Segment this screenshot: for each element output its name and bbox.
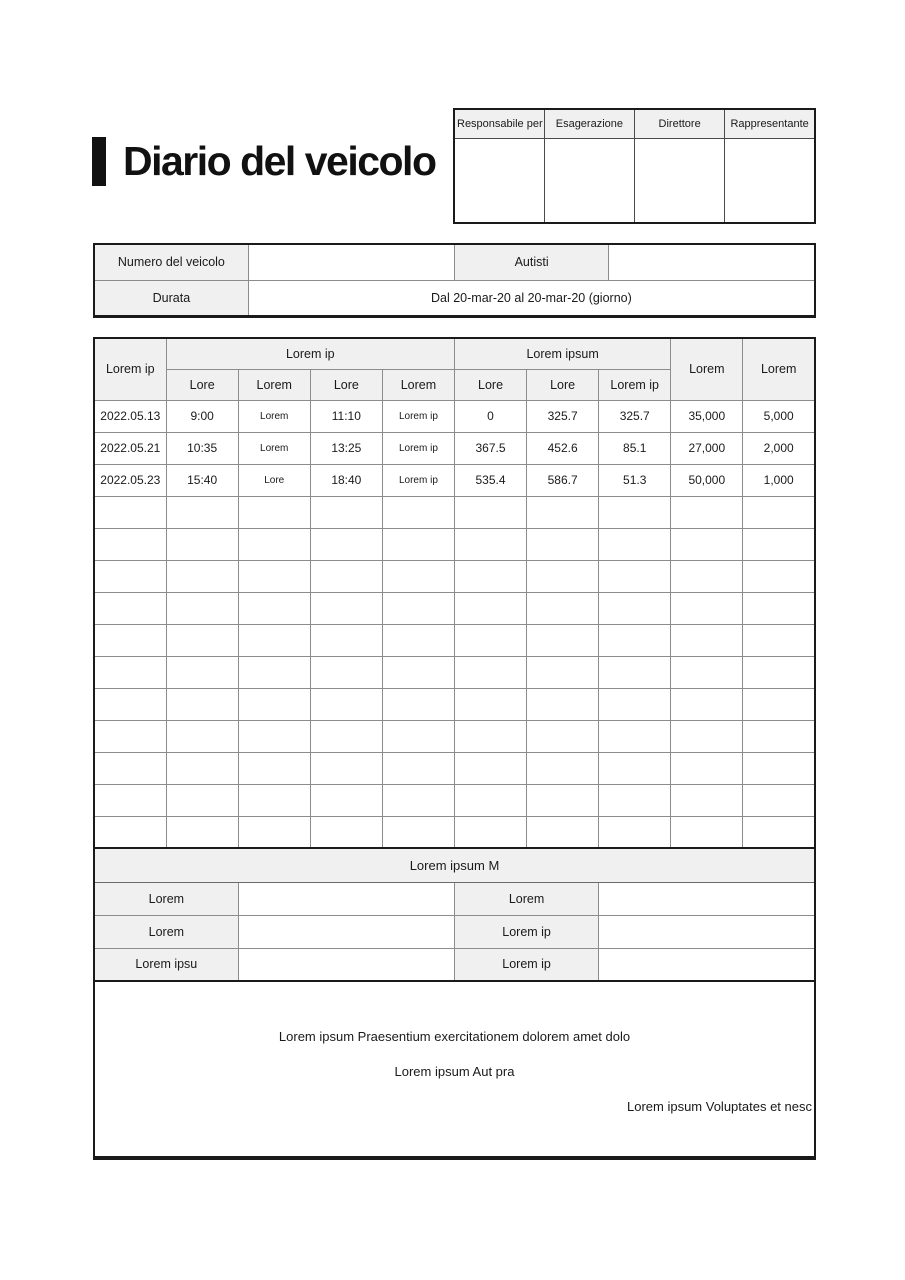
log-empty-cell: [743, 816, 815, 848]
summary-label: Lorem: [94, 915, 238, 948]
log-cell: 5,000: [743, 400, 815, 432]
log-empty-cell: [382, 624, 454, 656]
signature-table: [453, 108, 816, 224]
log-cell: Lore: [238, 464, 310, 496]
log-empty-cell: [238, 816, 310, 848]
log-empty-cell: [166, 784, 238, 816]
log-data-row: [94, 432, 815, 464]
note-line-1: Lorem ipsum Praesentium exercitationem dolorem amet dolo: [278, 1029, 631, 1044]
log-empty-cell: [743, 720, 815, 752]
log-empty-cell: [454, 688, 526, 720]
vehicle-number-label: Numero del veicolo: [94, 244, 248, 280]
log-empty-cell: [671, 784, 743, 816]
log-empty-cell: [527, 656, 599, 688]
log-subheader: Lorem: [382, 369, 454, 400]
log-empty-cell: [527, 624, 599, 656]
log-subheader: Lorem ip: [599, 369, 671, 400]
log-cell-date: 2022.05.23: [94, 464, 166, 496]
log-empty-cell: [599, 656, 671, 688]
log-empty-cell: [382, 560, 454, 592]
log-empty-cell: [382, 720, 454, 752]
title-accent-bar: [92, 137, 106, 186]
log-empty-cell: [310, 624, 382, 656]
log-cell: 0: [454, 400, 526, 432]
log-cell: Lorem ip: [382, 432, 454, 464]
log-empty-cell: [94, 656, 166, 688]
log-cell: 15:40: [166, 464, 238, 496]
log-empty-cell: [743, 624, 815, 656]
log-header-tail-1: Lorem: [671, 338, 743, 400]
log-cell: 586.7: [527, 464, 599, 496]
log-empty-cell: [671, 528, 743, 560]
log-empty-cell: [382, 816, 454, 848]
note-line-3: Lorem ipsum Voluptates et nesc: [627, 1099, 812, 1114]
log-empty-row: [94, 656, 815, 688]
log-empty-cell: [454, 720, 526, 752]
summary-row: [94, 915, 815, 948]
log-empty-cell: [310, 784, 382, 816]
summary-title: Lorem ipsum M: [94, 849, 815, 882]
signature-cell-rappresentante[interactable]: [725, 138, 815, 223]
log-empty-cell: [310, 688, 382, 720]
note-line-2: Lorem ipsum Aut pra: [394, 1064, 515, 1079]
log-empty-cell: [94, 752, 166, 784]
log-empty-cell: [382, 656, 454, 688]
log-cell: 2,000: [743, 432, 815, 464]
log-empty-cell: [310, 752, 382, 784]
info-row-1: [94, 244, 815, 280]
log-cell: 1,000: [743, 464, 815, 496]
log-empty-cell: [454, 592, 526, 624]
log-empty-cell: [454, 528, 526, 560]
log-empty-cell: [94, 624, 166, 656]
log-empty-cell: [599, 592, 671, 624]
log-empty-cell: [743, 592, 815, 624]
log-empty-cell: [599, 752, 671, 784]
sig-header-rappresentante: Rappresentante: [725, 109, 815, 138]
drivers-field[interactable]: [609, 244, 815, 280]
log-empty-cell: [238, 496, 310, 528]
log-empty-cell: [743, 752, 815, 784]
log-cell: 85.1: [599, 432, 671, 464]
summary-value-field[interactable]: [599, 915, 815, 948]
log-cell: 13:25: [310, 432, 382, 464]
summary-value-field[interactable]: [238, 882, 454, 915]
log-table-empty-body: [94, 496, 815, 848]
log-empty-cell: [166, 816, 238, 848]
log-empty-cell: [238, 592, 310, 624]
log-empty-cell: [454, 656, 526, 688]
page-title-block: [92, 134, 436, 188]
log-empty-cell: [382, 496, 454, 528]
summary-value-field[interactable]: [238, 915, 454, 948]
log-empty-cell: [454, 784, 526, 816]
log-empty-row: [94, 528, 815, 560]
log-cell: 50,000: [671, 464, 743, 496]
signature-cells-row: [454, 138, 815, 223]
log-empty-cell: [599, 784, 671, 816]
log-cell-date: 2022.05.21: [94, 432, 166, 464]
sig-header-esagerazione: Esagerazione: [544, 109, 634, 138]
log-empty-row: [94, 752, 815, 784]
log-empty-cell: [743, 784, 815, 816]
log-empty-cell: [743, 496, 815, 528]
log-empty-cell: [238, 720, 310, 752]
log-header-date: Lorem ip: [94, 338, 166, 400]
log-empty-cell: [238, 560, 310, 592]
log-empty-row: [94, 816, 815, 848]
log-empty-cell: [238, 656, 310, 688]
log-empty-cell: [310, 560, 382, 592]
log-empty-cell: [454, 624, 526, 656]
log-cell: 18:40: [310, 464, 382, 496]
info-row-2: [94, 280, 815, 316]
log-empty-cell: [94, 496, 166, 528]
log-cell: 11:10: [310, 400, 382, 432]
log-cell: Lorem: [238, 432, 310, 464]
vehicle-number-field[interactable]: [248, 244, 454, 280]
sig-header-responsabile: Responsabile per: [454, 109, 544, 138]
summary-label: Lorem: [454, 882, 598, 915]
log-header-group-2: Lorem ipsum: [454, 338, 670, 369]
log-empty-row: [94, 624, 815, 656]
log-empty-cell: [166, 656, 238, 688]
summary-value-field[interactable]: [599, 948, 815, 981]
log-empty-cell: [527, 784, 599, 816]
log-empty-cell: [743, 688, 815, 720]
summary-label: Lorem ip: [454, 915, 598, 948]
log-empty-cell: [94, 784, 166, 816]
log-empty-cell: [238, 688, 310, 720]
log-empty-cell: [238, 528, 310, 560]
log-cell: 10:35: [166, 432, 238, 464]
log-cell: 9:00: [166, 400, 238, 432]
signature-cell-esagerazione[interactable]: [544, 138, 634, 223]
log-empty-cell: [671, 656, 743, 688]
log-empty-cell: [94, 560, 166, 592]
log-empty-cell: [382, 528, 454, 560]
trip-log-table: [93, 337, 816, 849]
log-empty-cell: [166, 688, 238, 720]
log-cell: 535.4: [454, 464, 526, 496]
log-subheader: Lore: [454, 369, 526, 400]
log-empty-cell: [671, 720, 743, 752]
log-empty-cell: [527, 752, 599, 784]
log-empty-cell: [671, 688, 743, 720]
vehicle-info-table: [93, 243, 816, 318]
summary-label: Lorem: [94, 882, 238, 915]
log-empty-cell: [94, 688, 166, 720]
log-empty-cell: [238, 784, 310, 816]
log-empty-cell: [382, 752, 454, 784]
duration-value: Dal 20-mar-20 al 20-mar-20 (giorno): [248, 280, 815, 316]
log-empty-cell: [94, 592, 166, 624]
log-cell-date: 2022.05.13: [94, 400, 166, 432]
log-empty-cell: [238, 624, 310, 656]
log-empty-row: [94, 784, 815, 816]
log-empty-cell: [671, 624, 743, 656]
log-empty-row: [94, 720, 815, 752]
page-title: Diario del veicolo: [123, 138, 436, 184]
log-cell: 452.6: [527, 432, 599, 464]
log-empty-row: [94, 592, 815, 624]
log-header-tail-2: Lorem: [743, 338, 815, 400]
log-empty-cell: [238, 752, 310, 784]
log-empty-cell: [382, 784, 454, 816]
log-empty-cell: [527, 528, 599, 560]
log-empty-cell: [94, 720, 166, 752]
log-empty-cell: [382, 592, 454, 624]
log-empty-cell: [743, 656, 815, 688]
log-cell: 367.5: [454, 432, 526, 464]
log-empty-cell: [166, 752, 238, 784]
log-empty-cell: [599, 624, 671, 656]
log-cell: Lorem ip: [382, 464, 454, 496]
log-empty-cell: [671, 560, 743, 592]
log-empty-row: [94, 688, 815, 720]
log-cell: 27,000: [671, 432, 743, 464]
log-cell: 325.7: [599, 400, 671, 432]
log-empty-cell: [94, 816, 166, 848]
log-empty-cell: [671, 496, 743, 528]
summary-label: Lorem ip: [454, 948, 598, 981]
log-subheader: Lore: [166, 369, 238, 400]
sig-header-direttore: Direttore: [635, 109, 725, 138]
log-header-row-1: [94, 338, 815, 369]
log-empty-row: [94, 496, 815, 528]
log-empty-cell: [94, 528, 166, 560]
log-empty-cell: [166, 592, 238, 624]
summary-title-row: [94, 849, 815, 882]
summary-value-field[interactable]: [238, 948, 454, 981]
log-subheader: Lore: [527, 369, 599, 400]
log-empty-cell: [382, 688, 454, 720]
log-cell: 51.3: [599, 464, 671, 496]
log-empty-cell: [599, 528, 671, 560]
log-empty-cell: [599, 496, 671, 528]
log-empty-cell: [527, 688, 599, 720]
log-empty-cell: [310, 496, 382, 528]
signature-cell-responsabile[interactable]: [454, 138, 544, 223]
summary-row: [94, 882, 815, 915]
log-empty-cell: [599, 688, 671, 720]
log-empty-cell: [599, 560, 671, 592]
summary-table: [93, 849, 816, 982]
log-empty-cell: [166, 496, 238, 528]
summary-row: [94, 948, 815, 981]
log-empty-cell: [310, 816, 382, 848]
log-empty-row: [94, 560, 815, 592]
log-empty-cell: [527, 816, 599, 848]
log-empty-cell: [599, 720, 671, 752]
log-empty-cell: [454, 752, 526, 784]
log-empty-cell: [743, 560, 815, 592]
summary-label: Lorem ipsu: [94, 948, 238, 981]
log-empty-cell: [527, 720, 599, 752]
log-empty-cell: [454, 560, 526, 592]
log-empty-cell: [310, 528, 382, 560]
log-empty-cell: [166, 624, 238, 656]
duration-label: Durata: [94, 280, 248, 316]
log-empty-cell: [454, 816, 526, 848]
log-cell: 325.7: [527, 400, 599, 432]
log-empty-cell: [599, 816, 671, 848]
notes-box: [93, 982, 816, 1160]
log-empty-cell: [166, 528, 238, 560]
log-subheader: Lorem: [238, 369, 310, 400]
log-empty-cell: [671, 592, 743, 624]
log-header-group-1: Lorem ip: [166, 338, 454, 369]
log-section: [93, 337, 816, 1160]
log-empty-cell: [310, 656, 382, 688]
log-empty-cell: [671, 816, 743, 848]
log-cell: Lorem: [238, 400, 310, 432]
log-cell: Lorem ip: [382, 400, 454, 432]
log-cell: 35,000: [671, 400, 743, 432]
log-empty-cell: [527, 592, 599, 624]
log-data-row: [94, 400, 815, 432]
signature-header-row: [454, 109, 815, 138]
log-empty-cell: [166, 560, 238, 592]
log-empty-cell: [671, 752, 743, 784]
summary-value-field[interactable]: [599, 882, 815, 915]
log-empty-cell: [527, 496, 599, 528]
signature-cell-direttore[interactable]: [635, 138, 725, 223]
log-empty-cell: [166, 720, 238, 752]
log-data-row: [94, 464, 815, 496]
log-subheader: Lore: [310, 369, 382, 400]
log-empty-cell: [454, 496, 526, 528]
log-empty-cell: [310, 592, 382, 624]
log-empty-cell: [310, 720, 382, 752]
log-empty-cell: [527, 560, 599, 592]
drivers-label: Autisti: [454, 244, 608, 280]
log-empty-cell: [743, 528, 815, 560]
